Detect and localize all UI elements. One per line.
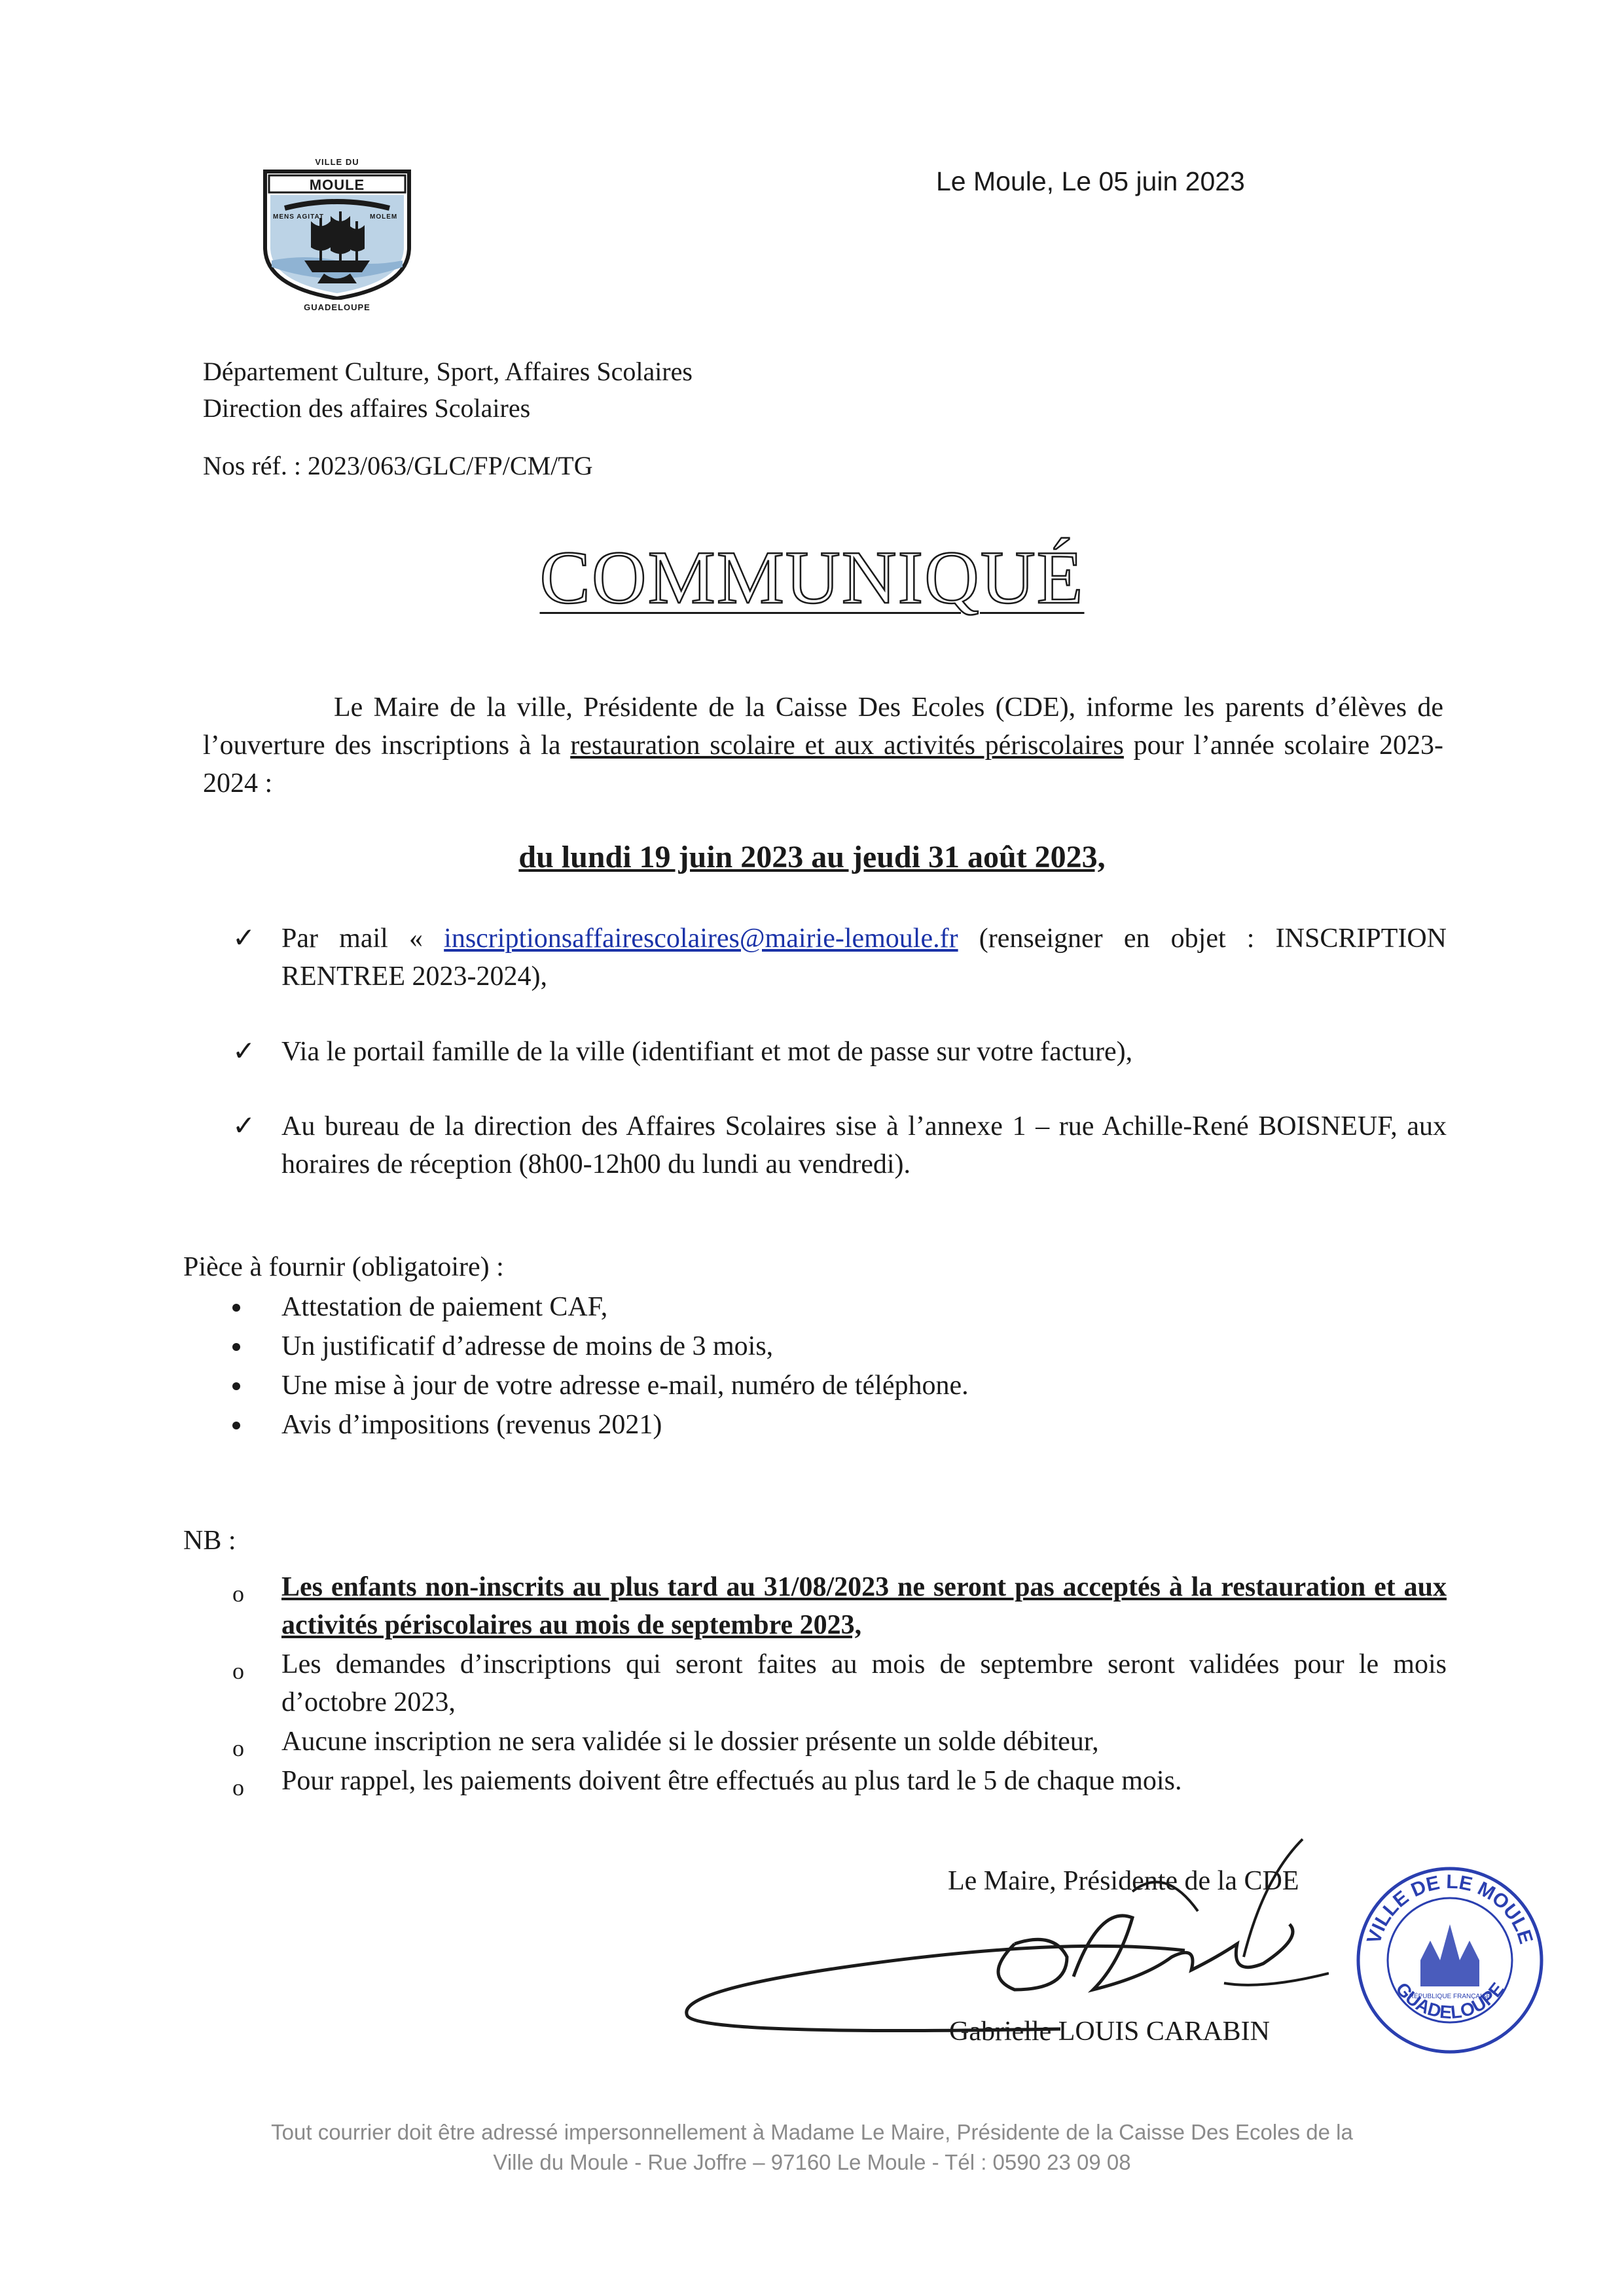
circle-bullet-icon: o — [232, 1774, 244, 1801]
list-item — [232, 1406, 662, 1444]
logo-top-text: VILLE DU — [315, 157, 359, 167]
direction-name: Direction des affaires Scolaires — [203, 393, 531, 423]
email-link[interactable]: inscriptionsaffairescolaires@mairie-lemoule.fr — [444, 924, 958, 954]
circle-bullet-icon: o — [232, 1735, 244, 1761]
checkmark-icon: ✓ — [232, 924, 256, 954]
nb-item — [232, 1645, 1447, 1721]
checkmark-icon: ✓ — [232, 1111, 256, 1141]
official-stamp-icon — [1352, 1862, 1548, 2058]
footer — [0, 2117, 1624, 2178]
registration-period: du lundi 19 juin 2023 au jeudi 31 août 2023, — [518, 840, 1106, 874]
circle-bullet-icon: o — [232, 1581, 244, 1607]
nb-item — [232, 1762, 1447, 1800]
logo-name: MOULE — [309, 177, 365, 193]
nb-item — [232, 1568, 1447, 1644]
intro-paragraph — [203, 689, 1443, 802]
department-block — [203, 353, 693, 427]
list-item — [232, 1327, 773, 1365]
bullet-icon — [232, 1304, 240, 1312]
list-item-text: Attestation de paiement CAF, — [281, 1292, 608, 1322]
nb-item-text: Les enfants non-inscrits au plus tard au 31/08/2023 ne seront pas acceptés à la restauration et aux activités périscolaires au mois de septembre 2023, — [281, 1572, 1447, 1640]
stamp-center-text: RÉPUBLIQUE FRANÇAISE — [1409, 1993, 1491, 2000]
list-item-text: Une mise à jour de votre adresse e-mail, numéro de téléphone. — [281, 1371, 969, 1401]
list-item-text: Un justificatif d’adresse de moins de 3 mois, — [281, 1331, 774, 1361]
method-office-text: Au bureau de la direction des Affaires Scolaires sise à l’annexe 1 – rue Achille-René BOISNEUF, aux horaires de réception (8h00-12h00 du lundi au vendredi). — [281, 1111, 1447, 1179]
bullet-icon — [232, 1343, 240, 1351]
list-item — [232, 1288, 607, 1326]
nb-item-text: Pour rappel, les paiements doivent être effectués au plus tard le 5 de chaque mois. — [281, 1766, 1182, 1796]
nb-item-text: Les demandes d’inscriptions qui seront faites au mois de septembre seront validées pour le mois d’octobre 2023, — [281, 1649, 1447, 1717]
nb-item — [232, 1723, 1447, 1761]
stamp-top-text: VILLE DE LE MOULE — [1363, 1871, 1537, 1946]
bullet-icon — [232, 1422, 240, 1429]
date-line: Le Moule, Le 05 juin 2023 — [936, 166, 1245, 196]
footer-line-1: Tout courrier doit être adressé impersonnellement à Madame Le Maire, Présidente de la Caisse Des Ecoles de la — [271, 2120, 1353, 2144]
stamp-bottom-text: GUADELOUPE — [1392, 1979, 1508, 2023]
intro-text-2: pour l’année scolaire 2023-2024 : — [203, 730, 1443, 798]
pieces-title: Pièce à fournir (obligatoire) : — [183, 1252, 504, 1282]
method-portal — [232, 1033, 1447, 1071]
page-title: COMMUNIQUÉ — [539, 536, 1085, 620]
nb-title: NB : — [183, 1526, 236, 1556]
method-portal-text: Via le portail famille de la ville (identifiant et mot de passe sur votre facture), — [281, 1037, 1133, 1067]
method-office — [232, 1107, 1447, 1183]
department-name: Département Culture, Sport, Affaires Scolaires — [203, 357, 693, 386]
signature-title: Le Maire, Présidente de la CDE — [948, 1866, 1299, 1896]
city-logo — [259, 157, 416, 314]
intro-underlined: restauration scolaire et aux activités périscolaires — [570, 730, 1124, 761]
logo-motto-right: MOLEM — [370, 213, 398, 221]
list-item — [232, 1367, 969, 1405]
signatory-name: Gabrielle LOUIS CARABIN — [949, 2017, 1270, 2047]
logo-bottom-text: GUADELOUPE — [304, 302, 370, 312]
circle-bullet-icon: o — [232, 1658, 244, 1684]
list-item-text: Avis d’impositions (revenus 2021) — [281, 1410, 662, 1440]
nb-item-text: Aucune inscription ne sera validée si le dossier présente un solde débiteur, — [281, 1727, 1099, 1757]
method-mail — [232, 920, 1447, 996]
mail-suffix: (renseigner en objet : INSCRIPTION RENTREE 2023-2024), — [281, 924, 1447, 992]
footer-line-2: Ville du Moule - Rue Joffre – 97160 Le Moule - Tél : 0590 23 09 08 — [493, 2150, 1131, 2174]
mail-prefix: Par mail « — [281, 924, 444, 954]
logo-motto-left: MENS AGITAT — [273, 213, 325, 221]
intro-text-1: Le Maire de la ville, Présidente de la Caisse Des Ecoles (CDE), informe les parents d’élèves de l’ouverture des inscriptions à la — [203, 692, 1443, 761]
bullet-icon — [232, 1382, 240, 1390]
reference-number: Nos réf. : 2023/063/GLC/FP/CM/TG — [203, 451, 593, 480]
checkmark-icon: ✓ — [232, 1037, 256, 1067]
